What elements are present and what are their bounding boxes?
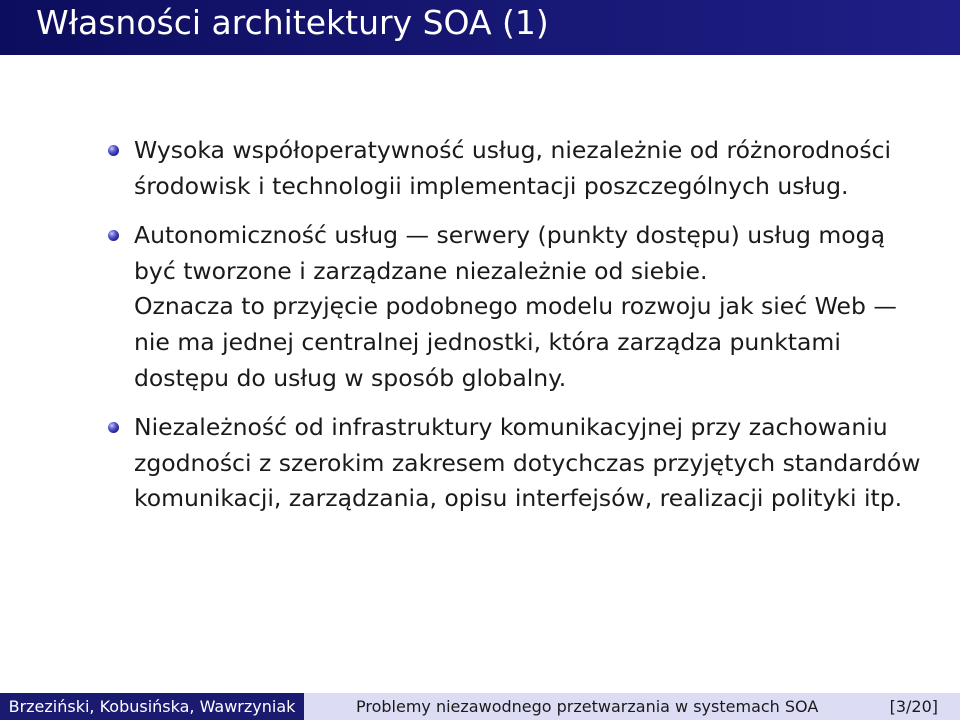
footer-right: [304, 693, 960, 720]
slide-content: [108, 133, 928, 517]
bullet-text: Wysoka współoperatywność usług, niezależnie od różnorodności środowisk i technologii implementacji poszczególnych usług.: [134, 136, 892, 200]
bullet-icon: [108, 422, 119, 433]
bullet-item: [108, 133, 928, 204]
slide-title: Własności architektury SOA (1): [36, 3, 549, 42]
page-number: [3/20]: [889, 697, 938, 716]
footer-authors: Brzeziński, Kobusińska, Wawrzyniak: [0, 693, 304, 720]
title-bar: [0, 0, 960, 55]
bullet-text: Niezależność od infrastruktury komunikacyjnej przy zachowaniu zgodności z szerokim zakresem dotychczas przyjętych standardów komunikacji, zarządzania, opisu interfejsów, realizacji polityki itp.: [134, 413, 921, 513]
bullet-item: [108, 218, 928, 396]
bullet-text: Autonomiczność usług — serwery (punkty dostępu) usług mogą być tworzone i zarządzane niezależnie od siebie.: [134, 221, 885, 285]
bullet-item: [108, 410, 928, 517]
footer-title: Problemy niezawodnego przetwarzania w systemach SOA: [356, 697, 819, 716]
bullet-icon: [108, 145, 119, 156]
bullet-icon: [108, 230, 119, 241]
footer: [0, 693, 960, 720]
bullet-text: Oznacza to przyjęcie podobnego modelu rozwoju jak sieć Web — nie ma jednej centralnej jednostki, która zarządza punktami dostępu do usług w sposób globalny.: [134, 292, 897, 392]
